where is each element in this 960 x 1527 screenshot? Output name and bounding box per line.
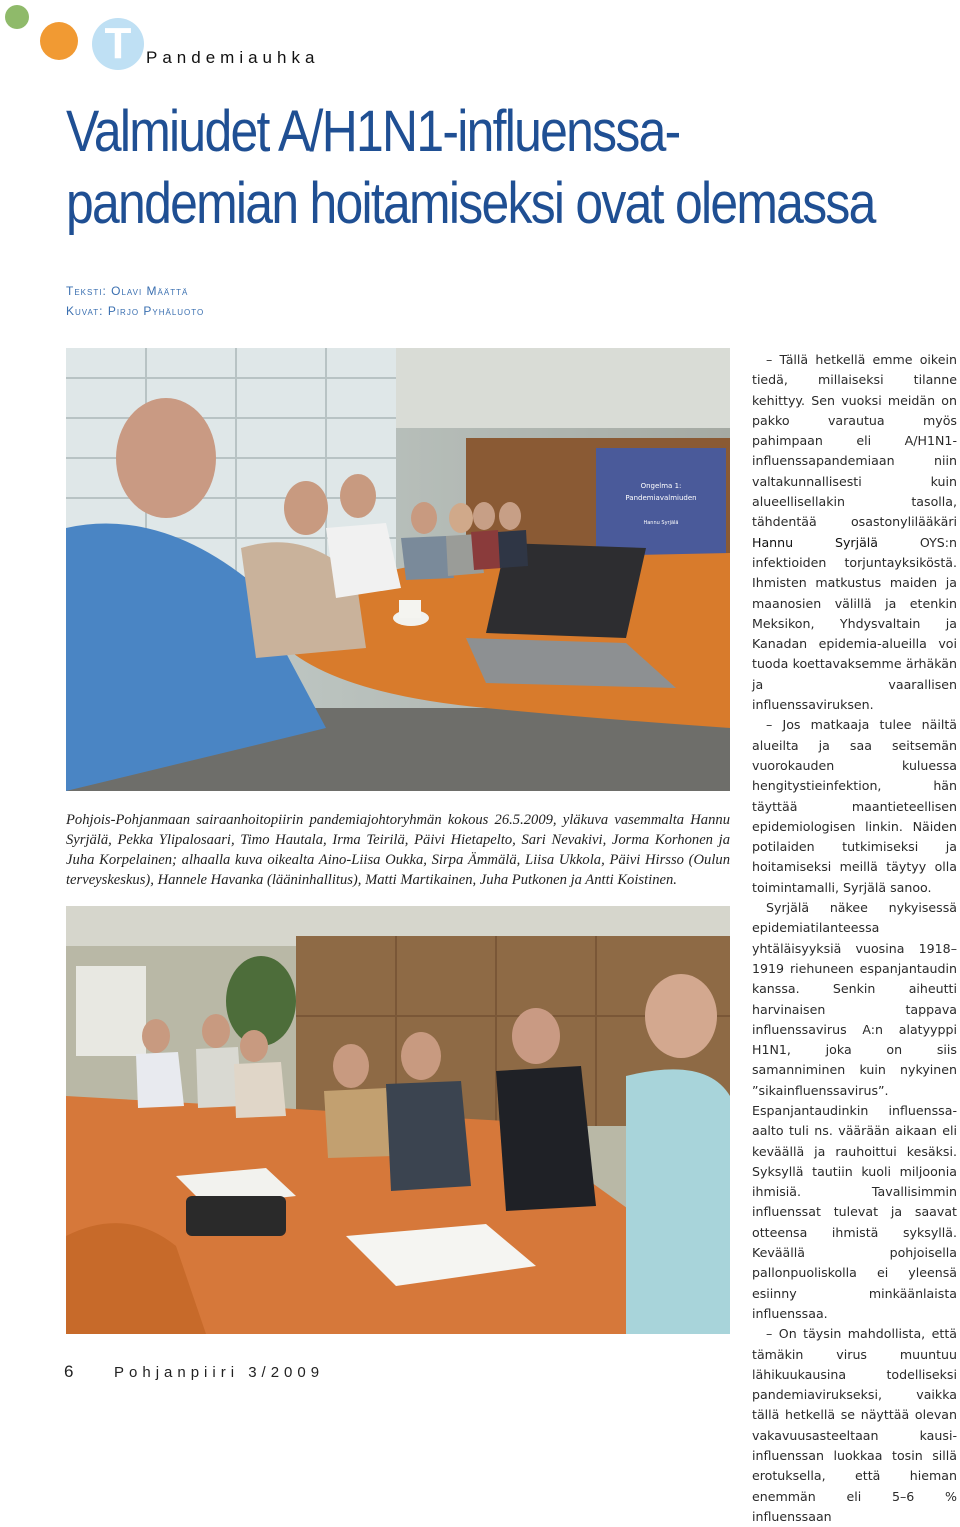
- body-paragraph-3: Syrjälä näkee nykyisessä epidemiatilanteessa yhtäläisyyksiä vuosina 1918–1919 riehuneen espanjantaudin kanssa. Senkin aiheutti harvinaisen tappava influenssavirus A:n alatyyppi H1N1, joka on siis samanniminen kuin nykyinen ”sikainfluenssavirus”. Espanjantaudinkin influenssa-aalto tuli ns. väärään aikaan eli keväällä ja rauhoittui kesäksi. Syksyllä tautiin kuoli miljoonia ihmisiä. Tavallisimmin influenssat tulevat ja saavat otteensa ihmistä syksyllä. Keväällä pohjoisella pallonpuoliskolla ei yleensä esiinny minkäänlaista influenssaa.: [752, 900, 957, 1321]
- body-paragraph-2: – Jos matkaaja tulee näiltä alueilta ja saa seitsemän vuorokauden kuluessa hengitystieinfektion, hän täyttää maantieteellisen epidemiologisen linkin. Näiden potilaiden tutkimiseksi ja hoitamiseksi meillä täytyy olla toimintamalli, Syrjälä sanoo.: [752, 717, 957, 895]
- page-number: 6: [64, 1362, 74, 1381]
- byline-photos: Kuvat: Pirjo Pyhäluoto: [66, 304, 205, 318]
- headline-line-1: Valmiudet A/H1N1-influenssa-: [66, 99, 680, 164]
- photo-caption: Pohjois-Pohjanmaan sairaanhoitopiirin pandemiajohtoryhmän kokous 26.5.2009, yläkuva vasemmalta Hannu Syrjälä, Pekka Ylipalosaari, Timo Hautala, Irma Teirilä, Päivi Hietapelto, Sari Nevakivi, Jorma Korhonen ja Juha Korpelainen; alhaalla kuva oikealta Aino-Liisa Oukka, Sirpa Ämmälä, Liisa Ukkola, Päivi Hirsso (Oulun terveyskeskus), Hannele Havanka (lääninhallitus), Matti Martikainen, Juha Putkonen ja Antti Koistinen.: [66, 812, 730, 888]
- section-label: Pandemiauhka: [146, 48, 320, 67]
- headline-line-2: pandemian hoitamiseksi ovat olemassa: [66, 171, 875, 236]
- slide-line-2: Pandemiavalmiuden: [625, 494, 697, 502]
- body-paragraph-4: – On täysin mahdollista, että tämäkin virus muuntuu lähikuukausina todelliseksi pandemiavirukseksi, vaikka tällä hetkellä se näyttää olevan vakavuusasteeltaan kausi-influenssan luokkaa tosin sillä erotuksella, että hieman enemmän eli 5–6 % influenssaan: [752, 1326, 957, 1524]
- slide-line-3: Hannu Syrjälä: [643, 520, 679, 526]
- expert-name: Hannu Syrjälä: [752, 534, 879, 550]
- decor-dot-green: [5, 5, 29, 29]
- publication-name: Pohjanpiiri 3/2009: [114, 1364, 325, 1381]
- article-body: [752, 350, 957, 1527]
- section-badge-letter: T: [104, 19, 132, 68]
- slide-line-1: Ongelma 1:: [640, 482, 682, 490]
- photo-meeting-bottom: [66, 906, 730, 1334]
- byline-text: Teksti: Olavi Määttä: [66, 284, 189, 298]
- decor-dot-orange: [40, 22, 78, 60]
- photo-meeting-top: [66, 348, 730, 791]
- body-p1-start: – Tällä hetkellä emme oikein tiedä, millaiseksi tilanne kehittyy. Sen vuoksi meidän on pakko varautua myös pahimpaan eli A/H1N1-influenssapandemiaan niin valtakunnallisesti kuin alueellisellakin tasolla, tähdentää osastonylilääkäri: [752, 352, 957, 530]
- article-headline: [66, 96, 875, 240]
- body-p1-end: OYS:n infektioiden torjuntayksiköstä. Ihmisten matkustus maiden ja maanosien välillä ja etenkin Meksikon, Yhdysvaltain ja Kanadan epidemia-alueilla voi tuoda koettavaksemme ärhäkän ja vaarallisen influenssaviruksen.: [752, 534, 957, 713]
- body-paragraph-1: [752, 350, 957, 715]
